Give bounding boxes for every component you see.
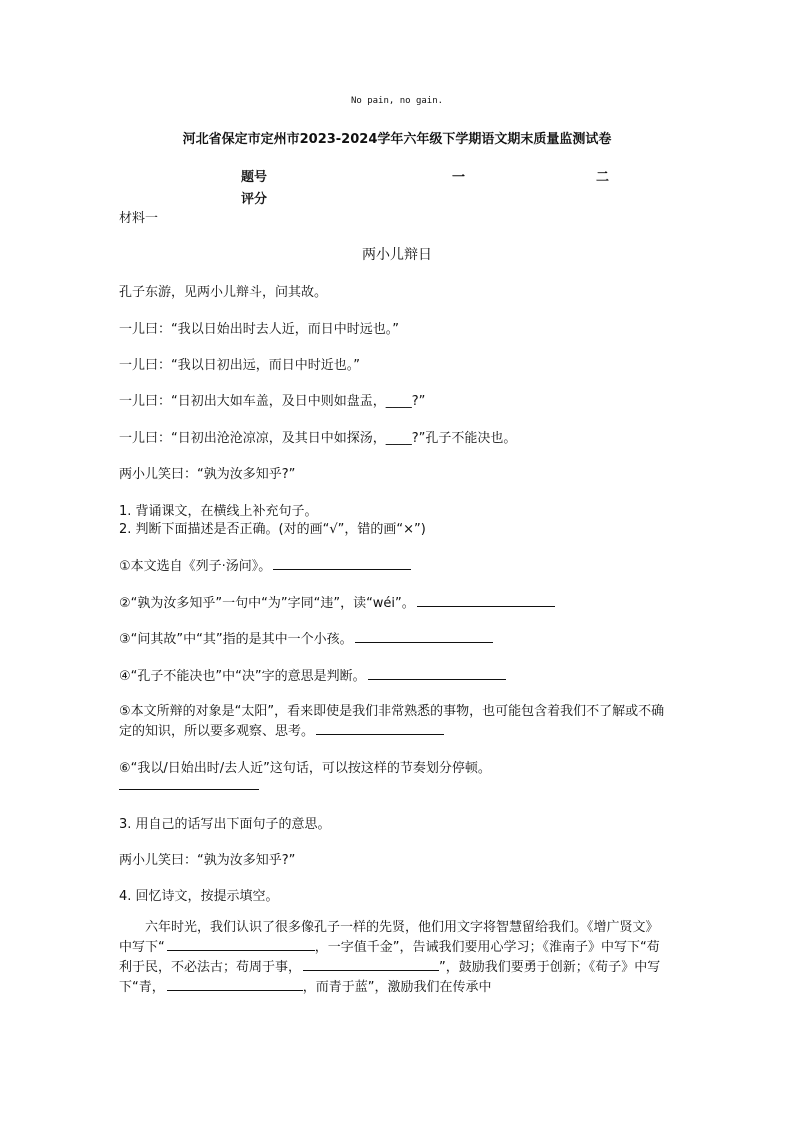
- judgement-item: [119, 665, 506, 684]
- question-1: 1. 背诵课文，在横线上补充句子。: [119, 504, 318, 519]
- answer-blank[interactable]: [167, 937, 315, 951]
- judgement-text: ⑥“我以/日始出时/去人近”这句话，可以按这样的节奏划分停顿。: [119, 761, 491, 776]
- judgement-text: ①本文选自《列子·汤问》。: [119, 559, 272, 574]
- judgement-item: [119, 757, 491, 776]
- question-2: 2. 判断下面描述是否正确。(对的画“√”，错的画“×”): [119, 522, 426, 537]
- passage-line: 孔子东游，见两小儿辩斗，问其故。: [119, 285, 328, 300]
- material-label: 材料一: [119, 211, 159, 226]
- passage-line: 一儿曰：“我以日初出远，而日中时近也。”: [119, 358, 360, 373]
- judgement-item: [119, 592, 555, 611]
- judgement-item: [119, 702, 671, 741]
- paragraph-text: ，一字值千金”，告诫我们要用心学习；《淮南子》中写下“苟利于民，不必法古；苟周于事，: [119, 940, 660, 975]
- paragraph-text: ”，鼓励我们要勇于创新；《荀子》中写下“青，: [119, 960, 661, 995]
- judgement-item: [119, 628, 493, 647]
- answer-blank[interactable]: [273, 556, 411, 570]
- score-table-header-number: 题号: [241, 170, 268, 185]
- page-motto: No pain, no gain.: [350, 96, 444, 106]
- paragraph-text: ，而青于蓝”，激励我们在传承中: [302, 980, 492, 995]
- answer-blank[interactable]: [417, 593, 555, 607]
- question-3: 3. 用自己的话写出下面句子的意思。: [119, 817, 331, 832]
- judgement-item: [119, 555, 411, 574]
- answer-blank[interactable]: [167, 977, 303, 991]
- answer-blank[interactable]: [303, 957, 439, 971]
- answer-blank[interactable]: [355, 629, 493, 643]
- exam-title: 河北省保定市定州市2023-2024学年六年级下学期语文期末质量监测试卷: [182, 132, 612, 147]
- judgement-text: ④“孔子不能决也”中“决”字的意思是判断。: [119, 669, 366, 684]
- answer-blank[interactable]: [119, 775, 259, 790]
- question-4-paragraph: [119, 918, 671, 997]
- answer-blank[interactable]: [368, 666, 506, 680]
- passage-line: 一儿曰：“日初出大如车盖，及日中则如盘盂，____?”: [119, 394, 426, 409]
- score-table-header-section-1: 一: [452, 170, 466, 185]
- paragraph-text: 六年时光，我们认识了很多像孔子一样的先贤，他们用文字将智慧留给我们。《增广贤文》中写下“: [119, 920, 659, 955]
- score-table-row-score: 评分: [241, 192, 268, 207]
- passage-line: 一儿曰：“日初出沧沧凉凉，及其日中如探汤，____?”孔子不能决也。: [119, 431, 517, 446]
- score-table-header-section-2: 二: [596, 170, 610, 185]
- question-4: 4. 回忆诗文，按提示填空。: [119, 889, 279, 904]
- question-3-sentence: 两小儿笑曰：“孰为汝多知乎?”: [119, 853, 296, 868]
- judgement-text: ③“问其故”中“其”指的是其中一个小孩。: [119, 632, 353, 647]
- passage-line: 两小儿笑曰：“孰为汝多知乎?”: [119, 467, 296, 482]
- judgement-text: ⑤本文所辩的对象是“太阳”，看来即使是我们非常熟悉的事物，也可能包含着我们不了解或不确定的知识，所以要多观察、思考。: [119, 704, 665, 739]
- judgement-text: ②“孰为汝多知乎”一句中“为”字同“违”，读“wéi”。: [119, 596, 415, 611]
- passage-line: 一儿曰：“我以日始出时去人近，而日中时远也。”: [119, 322, 399, 337]
- answer-blank[interactable]: [316, 721, 444, 735]
- passage-title: 两小儿辩日: [362, 247, 432, 263]
